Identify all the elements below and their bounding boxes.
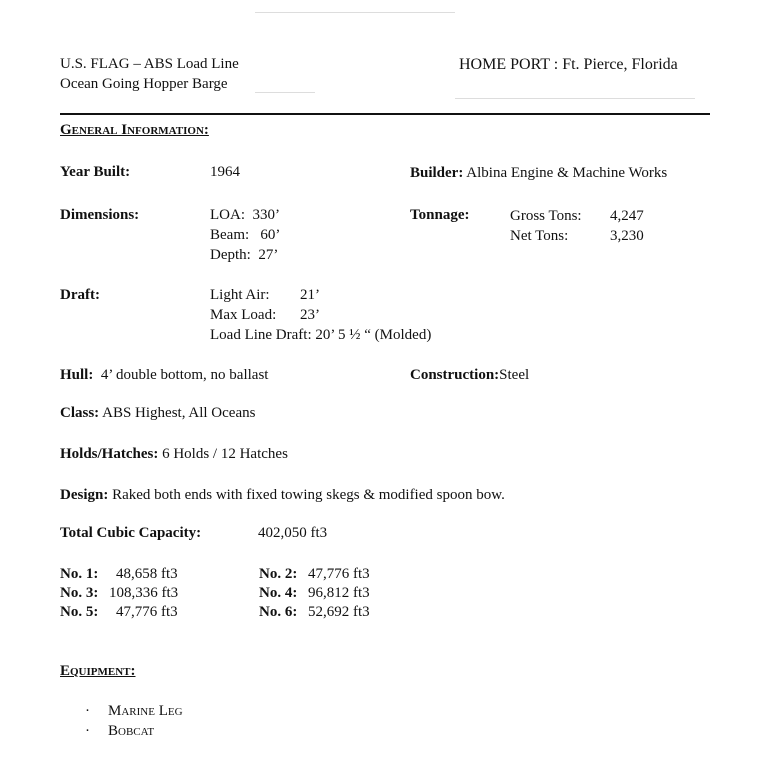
- hold-label: No. 2:: [259, 566, 298, 582]
- equipment-item: Bobcat: [108, 723, 155, 739]
- hold-value: 47,776 ft3: [116, 604, 178, 620]
- bullet-icon: ·: [85, 723, 90, 739]
- net-tons-label: Net Tons:: [510, 228, 569, 244]
- holds-hatches-value: 6 Holds / 12 Hatches: [162, 446, 288, 462]
- draft-label: Draft:: [60, 287, 100, 303]
- home-port-value: Ft. Pierce, Florida: [562, 56, 678, 73]
- hold-label: No. 3:: [60, 585, 99, 601]
- equipment-heading: Equipment:: [60, 663, 136, 679]
- load-line-draft: Load Line Draft: 20’ 5 ½ “ (Molded): [210, 327, 432, 343]
- home-port: [459, 56, 678, 74]
- construction-label: Construction:: [410, 367, 500, 383]
- hold-value: 52,692 ft3: [308, 604, 370, 620]
- dimension-beam: Beam: 60’: [210, 227, 281, 243]
- header-line-2: Ocean Going Hopper Barge: [60, 76, 228, 92]
- hold-label: No. 5:: [60, 604, 99, 620]
- year-built-label: Year Built:: [60, 164, 131, 180]
- holds-hatches: [60, 445, 288, 463]
- light-air-label: Light Air:: [210, 287, 270, 303]
- max-load-value: 23’: [300, 307, 320, 323]
- holds-hatches-label: Holds/Hatches:: [60, 446, 159, 462]
- year-built-value: 1964: [210, 164, 240, 180]
- dimension-depth: Depth: 27’: [210, 247, 279, 263]
- design-value: Raked both ends with fixed towing skegs & modified spoon bow.: [112, 487, 505, 503]
- header-line-1: U.S. FLAG – ABS Load Line: [60, 56, 239, 72]
- class-label: Class:: [60, 405, 100, 421]
- scan-smudge: [455, 98, 695, 99]
- construction-value: Steel: [499, 367, 530, 383]
- hull: [60, 366, 268, 384]
- dimension-loa: LOA: 330’: [210, 207, 280, 223]
- hold-value: 48,658 ft3: [116, 566, 178, 582]
- dimensions-label: Dimensions:: [60, 207, 140, 223]
- scan-smudge: [255, 12, 455, 13]
- gross-tons-label: Gross Tons:: [510, 208, 582, 224]
- hull-value: 4’ double bottom, no ballast: [100, 367, 269, 383]
- total-capacity-label: Total Cubic Capacity:: [60, 525, 202, 541]
- hold-label: No. 1:: [60, 566, 99, 582]
- net-tons-value: 3,230: [610, 228, 644, 244]
- general-information-heading: General Information:: [60, 122, 209, 138]
- hold-label: No. 6:: [259, 604, 298, 620]
- hold-value: 47,776 ft3: [308, 566, 370, 582]
- gross-tons-value: 4,247: [610, 208, 644, 224]
- hold-value: 108,336 ft3: [109, 585, 179, 601]
- class-value: ABS Highest, All Oceans: [102, 405, 256, 421]
- bullet-icon: ·: [85, 703, 90, 719]
- design-label: Design:: [60, 487, 109, 503]
- light-air-value: 21’: [300, 287, 320, 303]
- tonnage-label: Tonnage:: [410, 207, 470, 223]
- builder: [410, 164, 667, 182]
- construction: [410, 366, 529, 384]
- class: [60, 404, 255, 422]
- hull-label: Hull:: [60, 367, 94, 383]
- max-load-label: Max Load:: [210, 307, 277, 323]
- equipment-item: Marine Leg: [108, 703, 183, 719]
- home-port-label: HOME PORT :: [459, 56, 559, 73]
- header-divider: [60, 113, 710, 115]
- hold-label: No. 4:: [259, 585, 298, 601]
- builder-label: Builder:: [410, 165, 464, 181]
- scan-smudge: [255, 92, 315, 93]
- hold-value: 96,812 ft3: [308, 585, 370, 601]
- design: [60, 486, 505, 504]
- total-capacity-value: 402,050 ft3: [258, 525, 328, 541]
- builder-value: Albina Engine & Machine Works: [466, 165, 668, 181]
